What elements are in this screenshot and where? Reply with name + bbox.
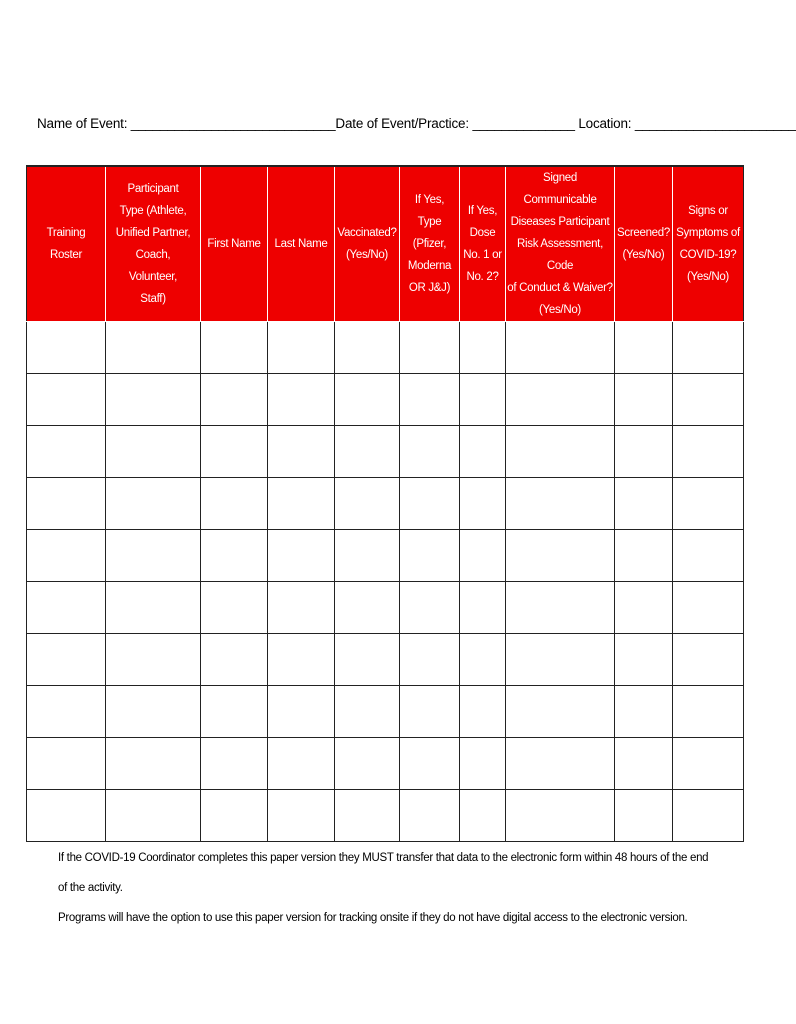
table-cell[interactable]	[460, 478, 506, 530]
table-cell[interactable]	[673, 790, 744, 842]
table-row	[27, 426, 744, 478]
table-cell[interactable]	[335, 374, 400, 426]
table-cell[interactable]	[460, 686, 506, 738]
table-cell[interactable]	[506, 426, 615, 478]
table-cell[interactable]	[615, 426, 673, 478]
table-cell[interactable]	[27, 738, 106, 790]
table-cell[interactable]	[335, 634, 400, 686]
table-cell[interactable]	[615, 790, 673, 842]
table-cell[interactable]	[268, 634, 335, 686]
column-header-signed-waiver: Signed Communicable Diseases Participant Risk Assessment, Code of Conduct & Waiver? (Yes/No)	[506, 166, 615, 322]
table-cell[interactable]	[27, 426, 106, 478]
column-header-screened: Screened? (Yes/No)	[615, 166, 673, 322]
column-header-vaccine-type: If Yes, Type (Pfizer, Moderna OR J&J)	[400, 166, 460, 322]
table-cell[interactable]	[673, 530, 744, 582]
table-cell[interactable]	[400, 582, 460, 634]
table-cell[interactable]	[673, 634, 744, 686]
table-cell[interactable]	[106, 374, 201, 426]
table-cell[interactable]	[335, 686, 400, 738]
table-header-row	[27, 166, 744, 322]
table-cell[interactable]	[335, 322, 400, 374]
table-cell[interactable]	[106, 582, 201, 634]
table-cell[interactable]	[268, 322, 335, 374]
table-cell[interactable]	[27, 530, 106, 582]
table-row	[27, 322, 744, 374]
table-row	[27, 634, 744, 686]
table-cell[interactable]	[615, 530, 673, 582]
table-cell[interactable]	[506, 582, 615, 634]
table-cell[interactable]	[27, 790, 106, 842]
table-cell[interactable]	[27, 582, 106, 634]
roster-body	[27, 322, 744, 842]
table-cell[interactable]	[460, 322, 506, 374]
table-cell[interactable]	[506, 374, 615, 426]
table-cell[interactable]	[27, 478, 106, 530]
table-cell[interactable]	[268, 582, 335, 634]
table-cell[interactable]	[615, 634, 673, 686]
table-cell[interactable]	[268, 426, 335, 478]
table-cell[interactable]	[201, 738, 268, 790]
table-cell[interactable]	[268, 738, 335, 790]
table-cell[interactable]	[400, 530, 460, 582]
table-cell[interactable]	[106, 634, 201, 686]
table-cell[interactable]	[201, 322, 268, 374]
table-cell[interactable]	[400, 478, 460, 530]
table-cell[interactable]	[673, 738, 744, 790]
column-header-training-roster: Training Roster	[27, 166, 106, 322]
table-cell[interactable]	[268, 374, 335, 426]
table-cell[interactable]	[615, 478, 673, 530]
table-cell[interactable]	[106, 426, 201, 478]
table-cell[interactable]	[615, 686, 673, 738]
table-cell[interactable]	[27, 322, 106, 374]
table-cell[interactable]	[335, 790, 400, 842]
table-cell[interactable]	[506, 634, 615, 686]
table-cell[interactable]	[268, 790, 335, 842]
table-cell[interactable]	[400, 634, 460, 686]
table-cell[interactable]	[615, 374, 673, 426]
table-row	[27, 374, 744, 426]
event-date-label: Date of Event/Practice: ______________	[335, 116, 575, 131]
table-cell[interactable]	[335, 582, 400, 634]
table-cell[interactable]	[268, 478, 335, 530]
table-cell[interactable]	[27, 634, 106, 686]
column-header-first-name: First Name	[201, 166, 268, 322]
table-row	[27, 530, 744, 582]
table-cell[interactable]	[27, 686, 106, 738]
table-row	[27, 582, 744, 634]
table-cell[interactable]	[400, 790, 460, 842]
table-cell[interactable]	[201, 634, 268, 686]
table-cell[interactable]	[460, 530, 506, 582]
table-cell[interactable]	[106, 478, 201, 530]
column-header-vaccinated: Vaccinated? (Yes/No)	[335, 166, 400, 322]
table-row	[27, 686, 744, 738]
table-cell[interactable]	[400, 738, 460, 790]
table-cell[interactable]	[400, 322, 460, 374]
table-cell[interactable]	[460, 790, 506, 842]
table-cell[interactable]	[268, 530, 335, 582]
table-cell[interactable]	[673, 426, 744, 478]
table-cell[interactable]	[615, 738, 673, 790]
instructions	[58, 843, 718, 933]
table-cell[interactable]	[615, 322, 673, 374]
table-cell[interactable]	[335, 478, 400, 530]
table-cell[interactable]	[27, 374, 106, 426]
table-cell[interactable]	[400, 686, 460, 738]
column-header-dose-number: If Yes, Dose No. 1 or No. 2?	[460, 166, 506, 322]
table-cell[interactable]	[506, 790, 615, 842]
table-row	[27, 478, 744, 530]
table-cell[interactable]	[615, 582, 673, 634]
table-cell[interactable]	[673, 582, 744, 634]
column-header-last-name: Last Name	[268, 166, 335, 322]
instruction-paper-option-note: Programs will have the option to use this paper version for tracking onsite if they do not have digital access to the electronic version.	[58, 912, 688, 924]
table-cell[interactable]	[506, 478, 615, 530]
table-cell[interactable]	[460, 634, 506, 686]
table-cell[interactable]	[335, 530, 400, 582]
table-cell[interactable]	[106, 322, 201, 374]
table-cell[interactable]	[201, 478, 268, 530]
table-cell[interactable]	[460, 582, 506, 634]
table-cell[interactable]	[460, 738, 506, 790]
table-cell[interactable]	[268, 686, 335, 738]
event-location-label: Location: ______________________	[578, 116, 796, 131]
table-cell[interactable]	[506, 322, 615, 374]
table-cell[interactable]	[106, 790, 201, 842]
table-cell[interactable]	[201, 530, 268, 582]
table-cell[interactable]	[506, 530, 615, 582]
table-cell[interactable]	[201, 790, 268, 842]
event-header	[37, 116, 796, 131]
table-cell[interactable]	[506, 686, 615, 738]
table-cell[interactable]	[335, 738, 400, 790]
table-cell[interactable]	[673, 374, 744, 426]
table-cell[interactable]	[506, 738, 615, 790]
roster-table	[26, 165, 744, 842]
table-cell[interactable]	[106, 738, 201, 790]
instruction-transfer-note: If the COVID-19 Coordinator completes this paper version they MUST transfer that data to the electronic form within 48 hours of the end of the activity.	[58, 852, 709, 894]
table-cell[interactable]	[400, 374, 460, 426]
event-name-label: Name of Event: ____________________________	[37, 116, 336, 131]
table-cell[interactable]	[400, 426, 460, 478]
table-cell[interactable]	[201, 582, 268, 634]
table-cell[interactable]	[106, 530, 201, 582]
table-cell[interactable]	[673, 686, 744, 738]
table-row	[27, 738, 744, 790]
table-cell[interactable]	[673, 478, 744, 530]
table-cell[interactable]	[201, 686, 268, 738]
column-header-participant-type: Participant Type (Athlete, Unified Partner, Coach, Volunteer, Staff)	[106, 166, 201, 322]
table-row	[27, 790, 744, 842]
table-cell[interactable]	[201, 374, 268, 426]
column-header-symptoms: Signs or Symptoms of COVID-19? (Yes/No)	[673, 166, 744, 322]
table-cell[interactable]	[460, 374, 506, 426]
table-cell[interactable]	[106, 686, 201, 738]
table-cell[interactable]	[673, 322, 744, 374]
table-cell[interactable]	[201, 426, 268, 478]
table-cell[interactable]	[460, 426, 506, 478]
table-cell[interactable]	[335, 426, 400, 478]
